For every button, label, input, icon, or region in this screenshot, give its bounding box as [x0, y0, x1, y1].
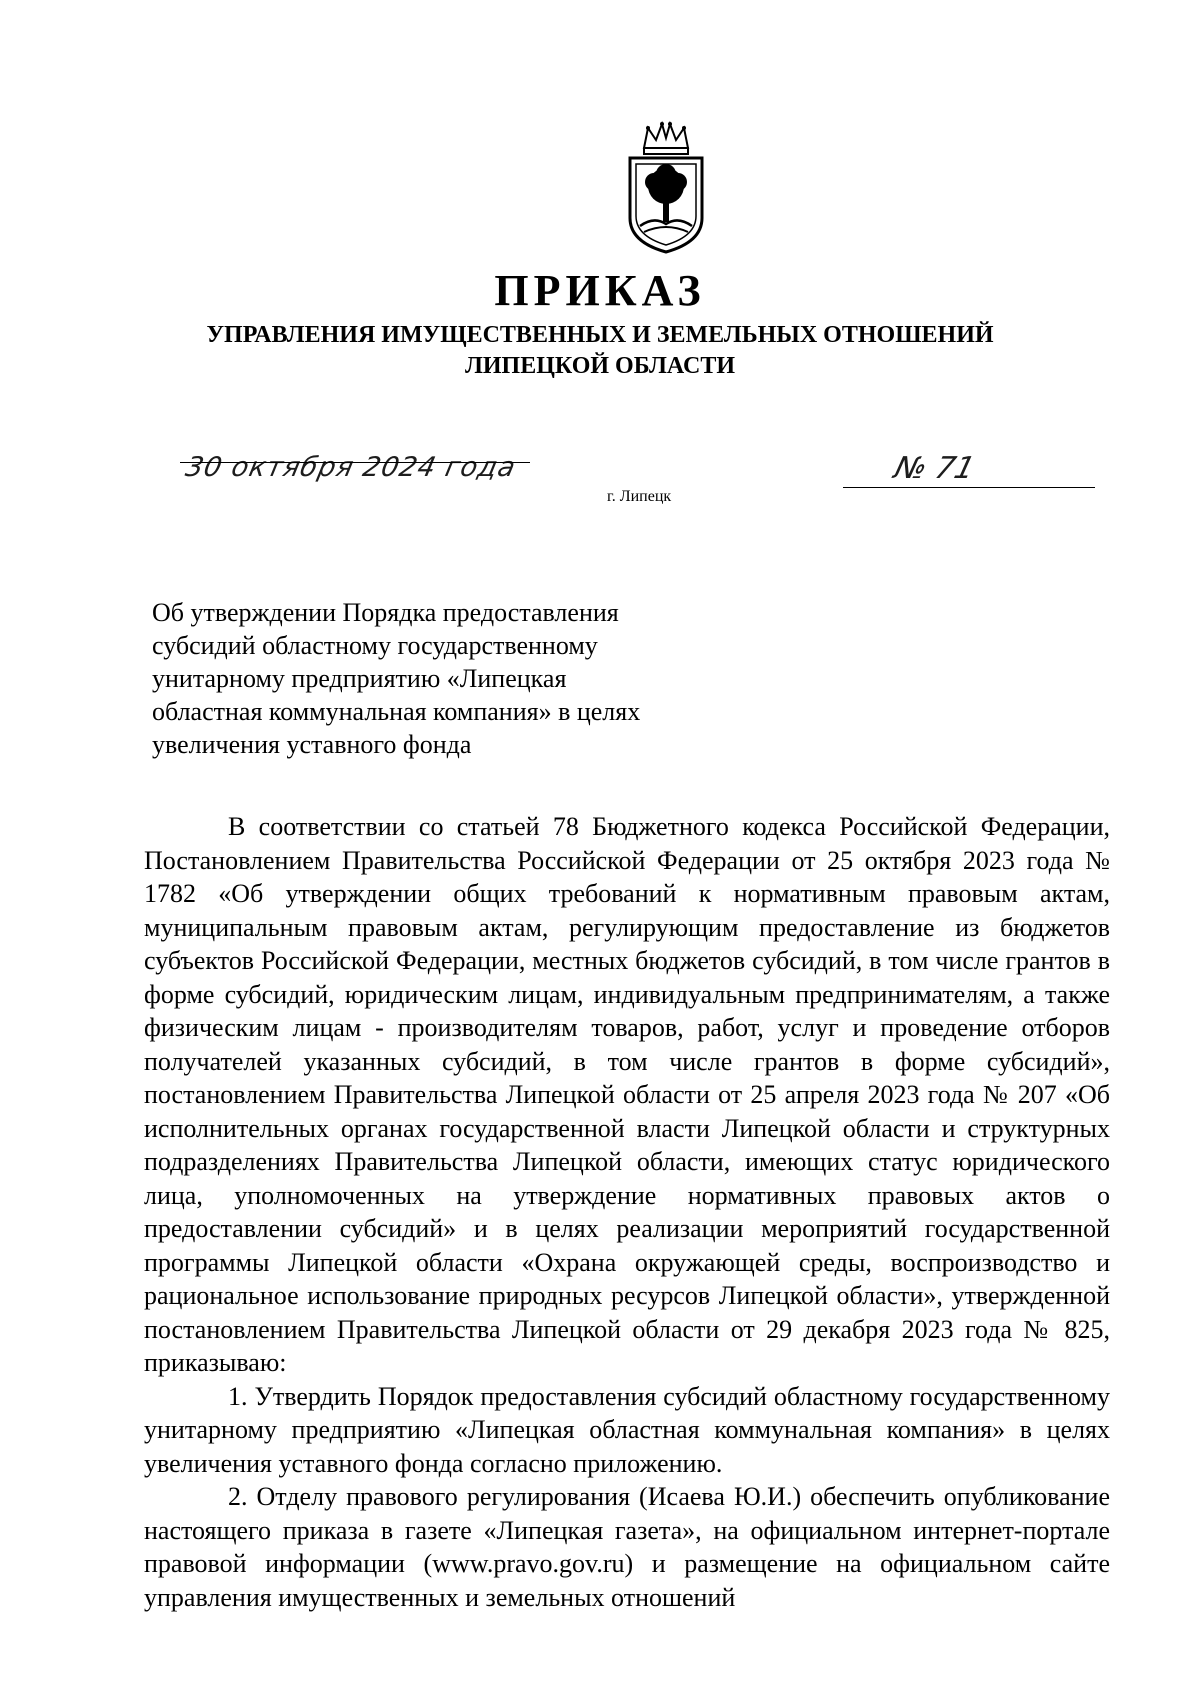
order-item-1: 1. Утвердить Порядок предоставления субсидий областному государственному унитарному предприятию «Липецкая областная коммунальная компания» в целях увеличения уставного фонда согласно приложению. [144, 1381, 1110, 1478]
document-title: ПРИКАЗ [494, 266, 706, 315]
date-underline [180, 462, 530, 463]
subject-line: субсидий областному государственному [152, 631, 598, 660]
organization-name [150, 320, 1050, 382]
order-item-2: 2. Отделу правового регулирования (Исаева Ю.И.) обеспечить опубликование настоящего приказа в газете «Липецкая газета», на официальном интернет-портале правовой информации (www.pravo.gov.ru) и размещение на официальном сайте управления имущественных и земельных отношений [144, 1482, 1110, 1612]
document-subject [152, 596, 712, 761]
subject-line: увеличения уставного фонда [152, 730, 472, 759]
handwritten-date: 30 октября 2024 года [182, 452, 519, 483]
subject-line: Об утверждении Порядка предоставления [152, 598, 619, 627]
city-label: г. Липецк [607, 488, 672, 505]
preamble-paragraph: В соответствии со статьей 78 Бюджетного кодекса Российской Федерации, Постановлением Правительства Российской Федерации от 25 октября 2023 года № 1782 «Об утверждении общих требований к нормативным правовым актам, муниципальным правовым актам, регулирующим предоставление из бюджетов субъектов Российской Федерации, местных бюджетов субсидий, в том числе грантов в форме субсидий, юридическим лицам, индивидуальным предпринимателям, а также физическим лицам - производителям товаров, работ, услуг и проведение отборов получателей указанных субсидий, в том числе грантов в форме субсидий», постановлением Правительства Липецкой области от 25 апреля 2023 года № 207 «Об исполнительных органах государственной власти Липецкой области и структурных подразделениях Правительства Липецкой области, имеющих статус юридического лица, уполномоченных на утверждение нормативных правовых актов о предоставлении субсидий» и в целях реализации мероприятий государственной программы Липецкой области «Охрана окружающей среды, воспроизводство и рациональное использование природных ресурсов Липецкой области», утвержденной постановлением Правительства Липецкой области от 29 декабря 2023 года № 825, приказываю: [144, 812, 1110, 1377]
organization-name-line-2: ЛИПЕЦКОЙ ОБЛАСТИ [465, 353, 735, 379]
organization-name-line-1: УПРАВЛЕНИЯ ИМУЩЕСТВЕННЫХ И ЗЕМЕЛЬНЫХ ОТНОШЕНИЙ [206, 322, 994, 348]
coat-of-arms-icon [616, 118, 716, 258]
handwritten-number: № 71 [890, 451, 979, 486]
number-underline [843, 487, 1095, 488]
subject-line: унитарному предприятию «Липецкая [152, 664, 567, 693]
document-body [144, 810, 1110, 1614]
subject-line: областная коммунальная компания» в целях [152, 697, 641, 726]
